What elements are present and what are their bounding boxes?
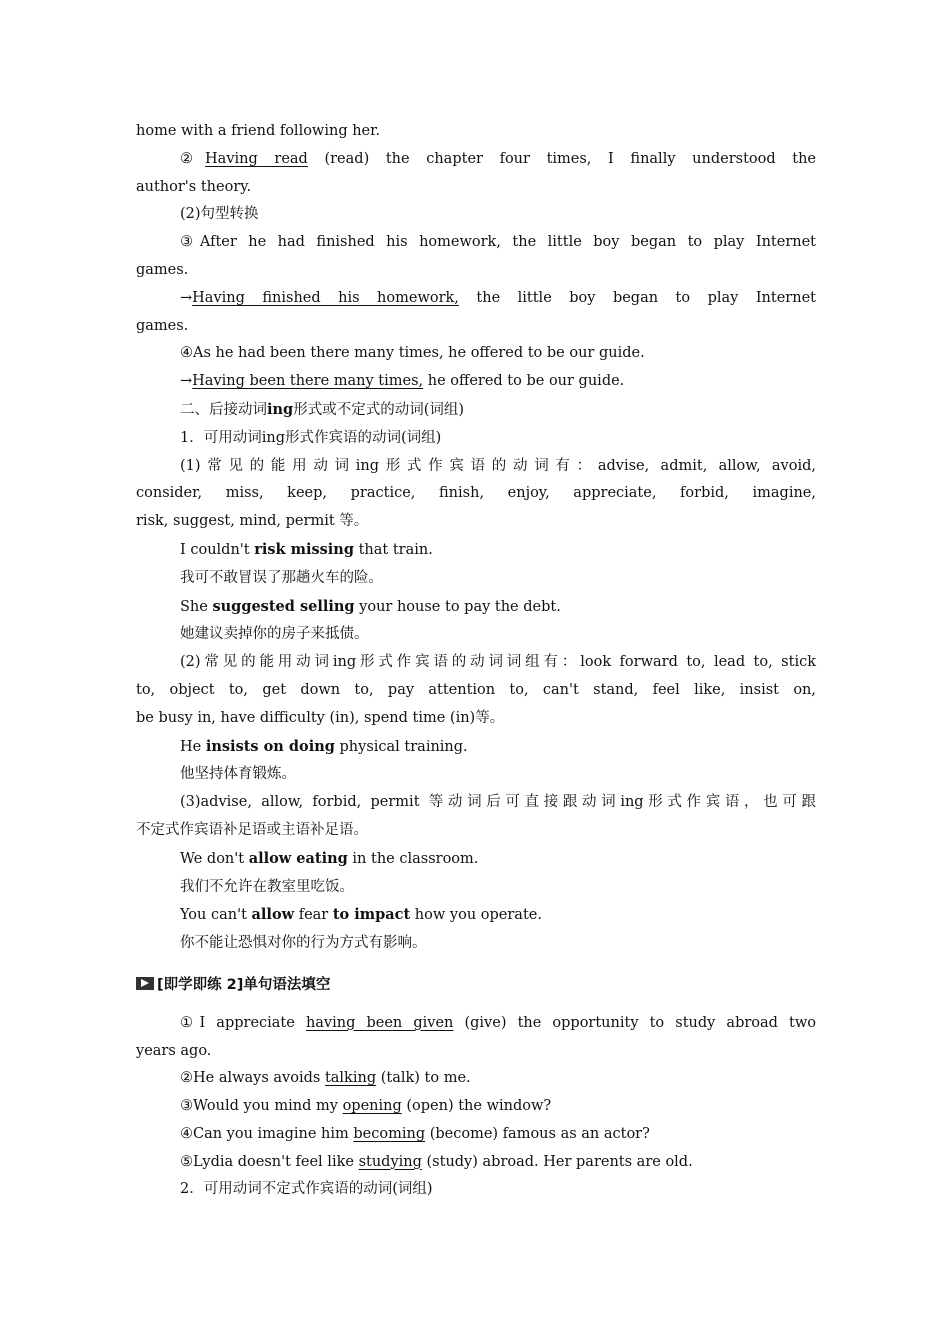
example-sentence: He insists on doing physical training. [180, 737, 468, 755]
answer-underline: having been given [305, 1014, 454, 1031]
example-sentence: You can't allow fear to impact how you operate. [180, 906, 542, 924]
answer-underline: studying [358, 1153, 422, 1170]
text-line: (2)常见的能用动词ing形式作宾语的动词词组有：look forward to, lead to, stick [180, 654, 816, 671]
subsection-heading: 二、后接动词ing形式或不定式的动词(词组) [180, 400, 465, 418]
answer-underline: Having been there many times, [192, 373, 424, 390]
answer-underline: talking [324, 1070, 377, 1087]
text-line: be busy in, have difficulty (in), spend time (in)等。 [136, 709, 505, 726]
exercise-item: ④Can you imagine him becoming (become) famous as an actor? [180, 1125, 650, 1142]
text-line: (3)advise, allow, forbid, permit 等动词后可直接跟动词ing形式作宾语，也可跟 [180, 794, 816, 811]
example-translation: 他坚持体育锻炼。 [180, 766, 296, 783]
text-line: ②Having read (read) the chapter four times, I finally understood the [180, 150, 817, 167]
subsection-heading: 2．可用动词不定式作宾语的动词(词组) [180, 1181, 433, 1198]
text-line: ③After he had finished his homework, the little boy began to play Internet [180, 234, 816, 251]
text-line: →Having finished his homework, the little boy began to play Internet [180, 289, 816, 306]
exercise-item: ②He always avoids talking (talk) to me. [180, 1070, 471, 1087]
text-line: (2)句型转换 [180, 206, 259, 223]
play-arrow-icon [136, 977, 154, 990]
text-line: (1)常见的能用动词ing形式作宾语的动词有：advise, admit, allow, avoid, [180, 457, 816, 474]
example-sentence: She suggested selling your house to pay the debt. [180, 597, 561, 615]
text-line: games. [136, 317, 189, 334]
practice-section-heading: [即学即练 2]单句语法填空 [136, 972, 816, 1000]
text-line: home with a friend following her. [136, 123, 381, 139]
text-line: 不定式作宾语补足语或主语补足语。 [136, 821, 368, 838]
text-line: to, object to, get down to, pay attention to, can't stand, feel like, insist on, [136, 681, 816, 698]
example-translation: 她建议卖掉你的房子来抵债。 [180, 626, 369, 643]
example-translation: 你不能让恐惧对你的行为方式有影响。 [180, 935, 427, 952]
text-line: ④As he had been there many times, he offered to be our guide. [180, 345, 645, 362]
text-line: years ago. [136, 1042, 212, 1059]
exercise-item: ③Would you mind my opening (open) the window? [180, 1098, 552, 1115]
text-line: 1．可用动词ing形式作宾语的动词(词组) [180, 429, 442, 446]
text-line: author's theory. [136, 178, 252, 195]
text-line: games. [136, 261, 189, 278]
example-translation: 我可不敢冒误了那趟火车的险。 [180, 569, 383, 586]
answer-underline: opening [342, 1098, 402, 1115]
example-translation: 我们不允许在教室里吃饭。 [180, 878, 354, 895]
answer-underline: Having finished his homework, [192, 289, 459, 306]
answer-underline: Having read [205, 150, 308, 167]
exercise-item: ①I appreciate having been given (give) the opportunity to study abroad two [180, 1014, 816, 1031]
exercise-item: ⑤Lydia doesn't feel like studying (study) abroad. Her parents are old. [180, 1153, 693, 1170]
text-line: →Having been there many times, he offered to be our guide. [180, 373, 625, 390]
document-page [136, 118, 816, 1204]
answer-underline: becoming [353, 1125, 426, 1142]
text-line: consider, miss, keep, practice, finish, enjoy, appreciate, forbid, imagine, [136, 485, 816, 502]
example-sentence: We don't allow eating in the classroom. [180, 849, 479, 867]
text-line: risk, suggest, mind, permit 等。 [136, 513, 369, 530]
example-sentence: I couldn't risk missing that train. [180, 540, 433, 558]
